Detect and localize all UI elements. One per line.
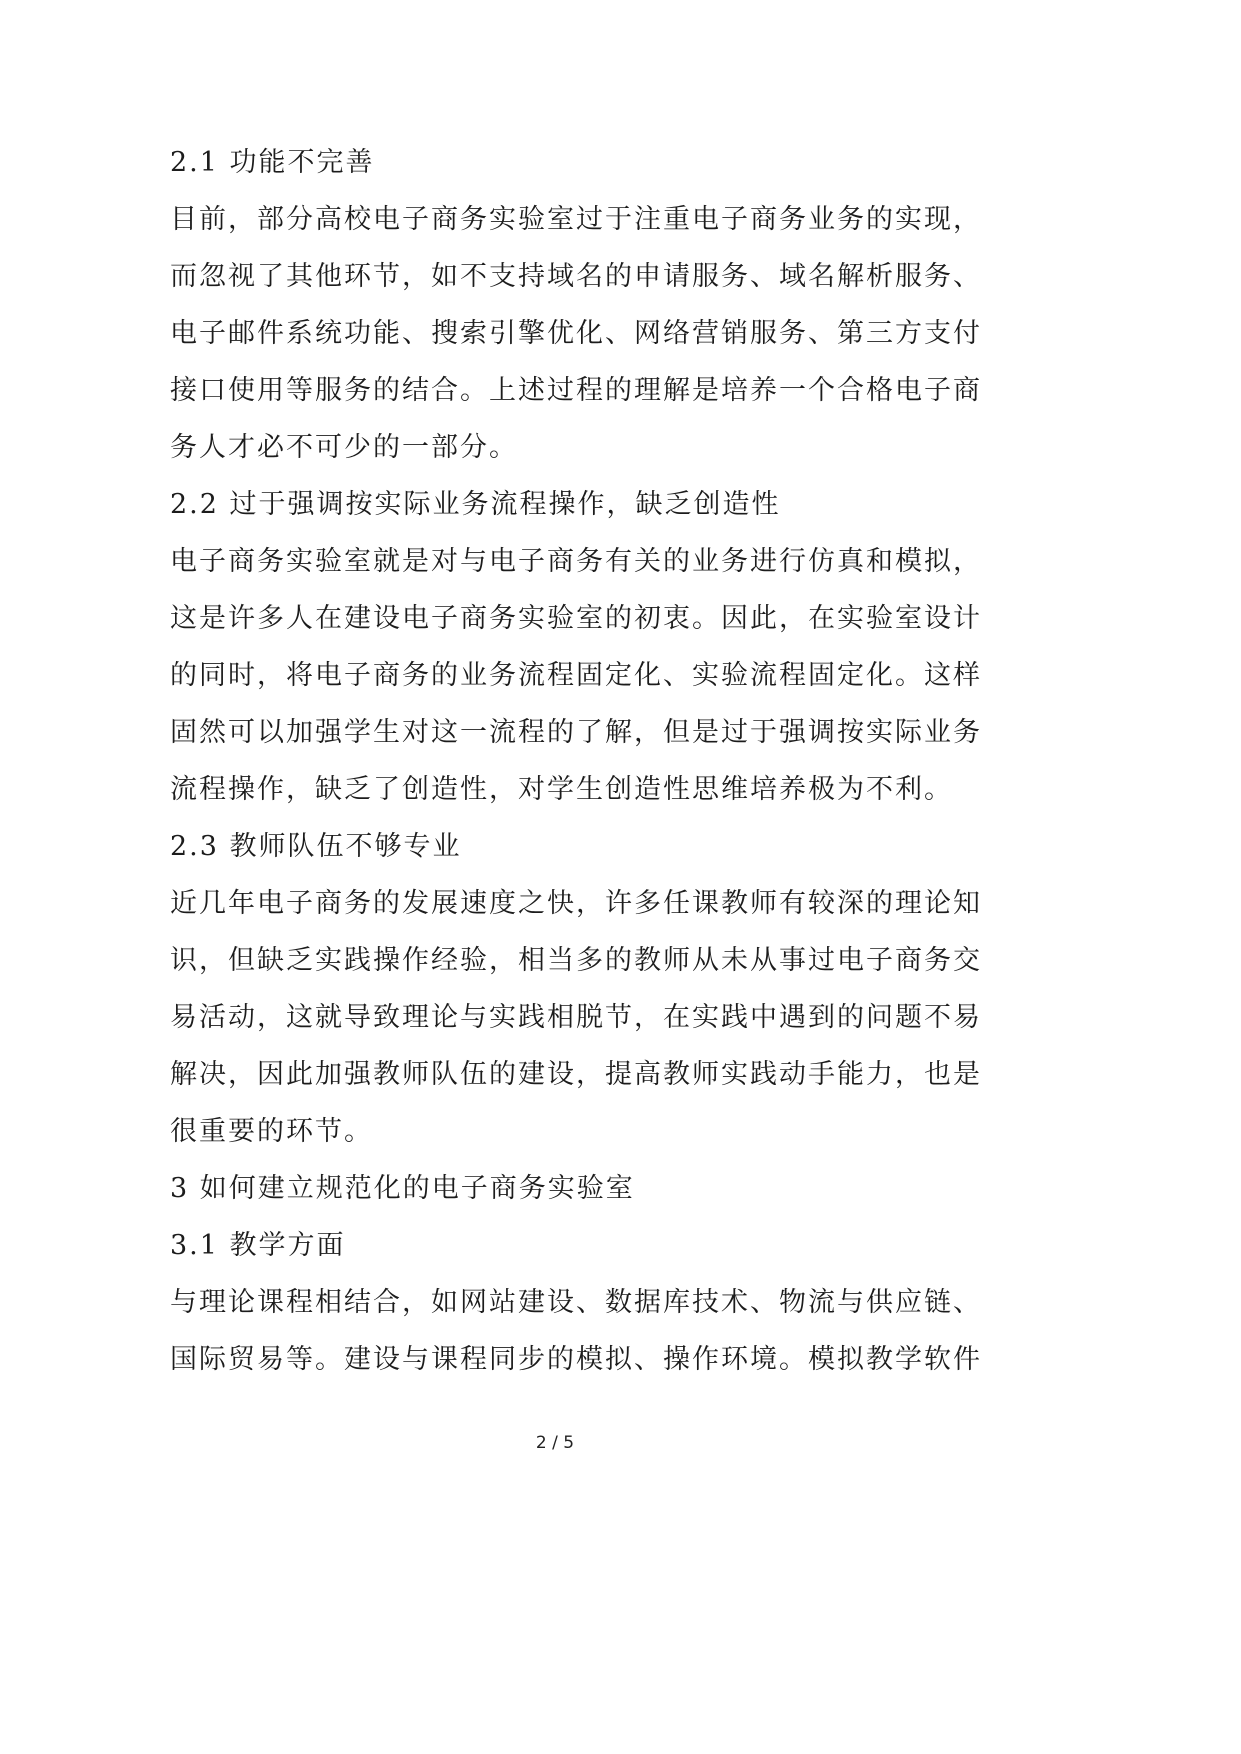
paragraph-line: 固然可以加强学生对这一流程的了解，但是过于强调按实际业务 [170, 717, 982, 748]
heading-3-1: 3.1 教学方面 [170, 1230, 346, 1261]
paragraph-line: 电子邮件系统功能、搜索引擎优化、网络营销服务、第三方支付 [170, 318, 982, 349]
heading-2-1: 2.1 功能不完善 [170, 147, 375, 178]
paragraph-line: 而忽视了其他环节，如不支持域名的申请服务、域名解析服务、 [170, 261, 982, 292]
paragraph-line: 这是许多人在建设电子商务实验室的初衷。因此，在实验室设计 [170, 603, 982, 634]
page-number: 2 / 5 [535, 1433, 575, 1453]
paragraph-line: 国际贸易等。建设与课程同步的模拟、操作环境。模拟教学软件 [170, 1344, 982, 1375]
paragraph-line: 识，但缺乏实践操作经验，相当多的教师从未从事过电子商务交 [170, 945, 982, 976]
paragraph-line: 与理论课程相结合，如网站建设、数据库技术、物流与供应链、 [170, 1287, 982, 1318]
paragraph-line: 近几年电子商务的发展速度之快，许多任课教师有较深的理论知 [170, 888, 982, 919]
paragraph-line: 电子商务实验室就是对与电子商务有关的业务进行仿真和模拟， [170, 546, 982, 577]
heading-2-3: 2.3 教师队伍不够专业 [170, 831, 462, 862]
paragraph-line: 的同时，将电子商务的业务流程固定化、实验流程固定化。这样 [170, 660, 982, 691]
heading-2-2: 2.2 过于强调按实际业务流程操作，缺乏创造性 [170, 489, 781, 520]
paragraph-line: 很重要的环节。 [170, 1116, 373, 1147]
paragraph-line: 务人才必不可少的一部分。 [170, 432, 518, 463]
paragraph-line: 解决，因此加强教师队伍的建设，提高教师实践动手能力，也是 [170, 1059, 982, 1090]
heading-3: 3 如何建立规范化的电子商务实验室 [170, 1173, 635, 1204]
paragraph-line: 接口使用等服务的结合。上述过程的理解是培养一个合格电子商 [170, 375, 982, 406]
paragraph-line: 流程操作，缺乏了创造性，对学生创造性思维培养极为不利。 [170, 774, 953, 805]
paragraph-line: 易活动，这就导致理论与实践相脱节，在实践中遇到的问题不易 [170, 1002, 982, 1033]
paragraph-line: 目前，部分高校电子商务实验室过于注重电子商务业务的实现， [170, 204, 982, 235]
